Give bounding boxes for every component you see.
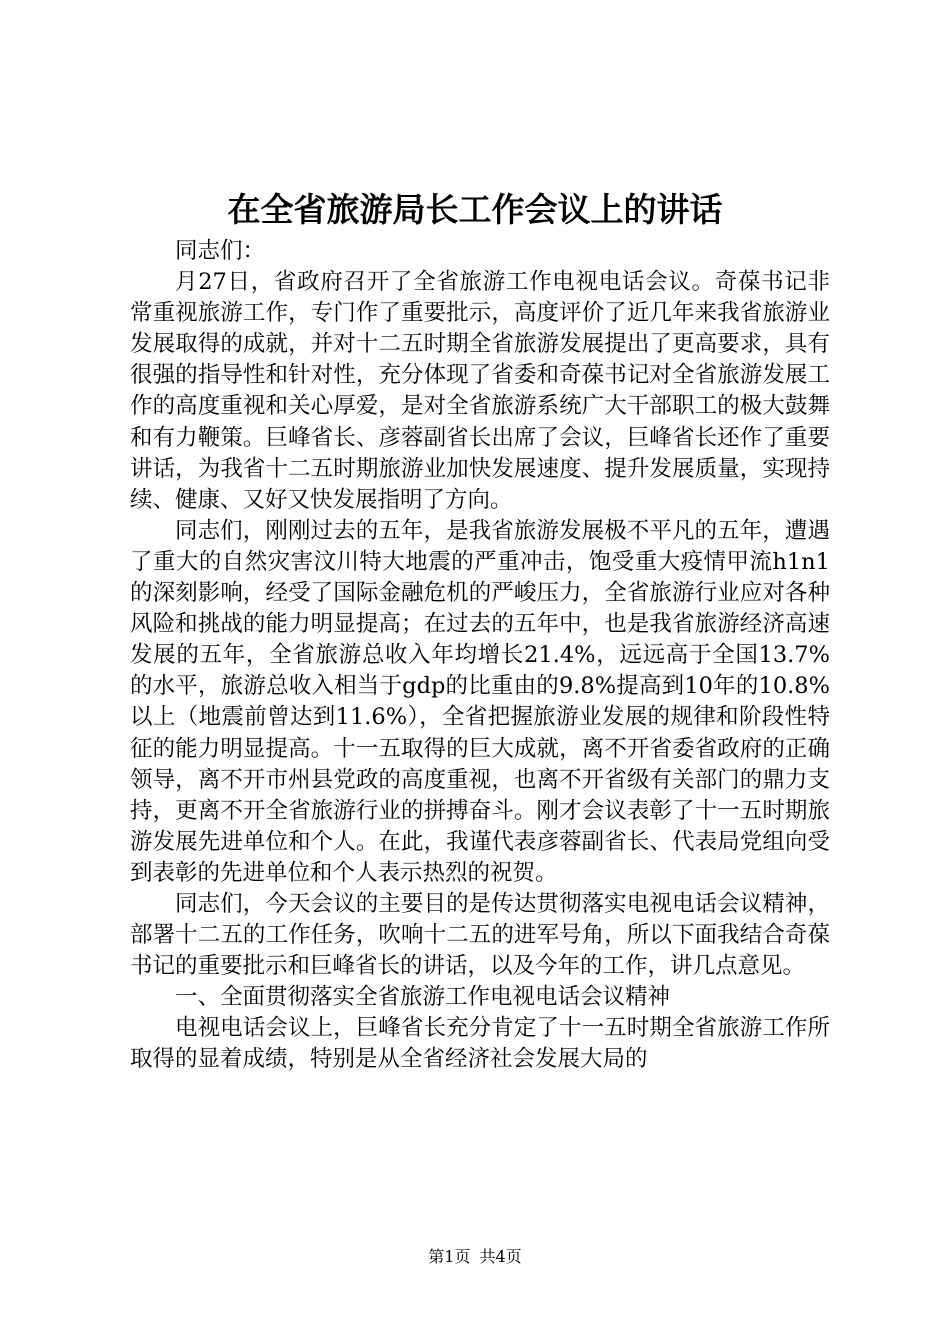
page-number: 第1页 [428,1247,471,1266]
document-title: 在全省旅游局长工作会议上的讲话 [227,190,723,229]
section-heading: 一、全面贯彻落实全省旅游工作电视电话会议精神 [175,984,671,1011]
body-paragraph: 月27日，省政府召开了全省旅游工作电视电话会议。奇葆书记非常重视旅游工作，专门作了重要批示，高度评价了近几年来我省旅游业发展取得的成就，并对十二五时期全省旅游发展提出了更高要求，具有很强的指导性和针对性，充分体现了省委和奇葆书记对全省旅游发展工作的高度重视和关心厚爱，是对全省旅游系统广大干部职工的极大鼓舞和有力鞭策。巨峰省长、彦蓉副省长出席了会议，巨峰省长还作了重要讲话，为我省十二五时期旅游业加快发展速度、提升发展质量，实现持续、健康、又好又快发展指明了方向。 [130,269,830,513]
body-paragraph: 同志们，刚刚过去的五年，是我省旅游发展极不平凡的五年，遭遇了重大的自然灾害汶川特大地震的严重冲击，饱受重大疫情甲流h1n1的深刻影响，经受了国际金融危机的严峻压力，全省旅游行业应对各种风险和挑战的能力明显提高；在过去的五年中，也是我省旅游经济高速发展的五年，全省旅游总收入年均增长21.4%，远远高于全国13.7%的水平，旅游总收入相当于gdp的比重由的9.8%提高到10年的10.8%以上（地震前曾达到11.6%），全省把握旅游业发展的规律和阶段性特征的能力明显提高。十一五取得的巨大成就，离不开省委省政府的正确领导，离不开市州县党政的高度重视，也离不开省级有关部门的鼎力支持，更离不开全省旅游行业的拼搏奋斗。刚才会议表彰了十一五时期旅游发展先进单位和个人。在此，我谨代表彦蓉副省长、代表局党组向受到表彰的先进单位和个人表示热烈的祝贺。 [130,517,830,886]
body-paragraph: 同志们，今天会议的主要目的是传达贯彻落实电视电话会议精神，部署十二五的工作任务，吹响十二五的进军号角，所以下面我结合奇葆书记的重要批示和巨峰省长的讲话，以及今年的工作，讲几点意见。 [130,890,830,980]
page-footer [0,1246,950,1268]
document-body [130,236,830,1076]
salutation-paragraph: 同志们： [175,238,266,264]
page-total: 共4页 [479,1247,522,1266]
body-paragraph: 电视电话会议上，巨峰省长充分肯定了十一五时期全省旅游工作所取得的显着成绩，特别是从全省经济社会发展大局的 [130,1015,830,1073]
